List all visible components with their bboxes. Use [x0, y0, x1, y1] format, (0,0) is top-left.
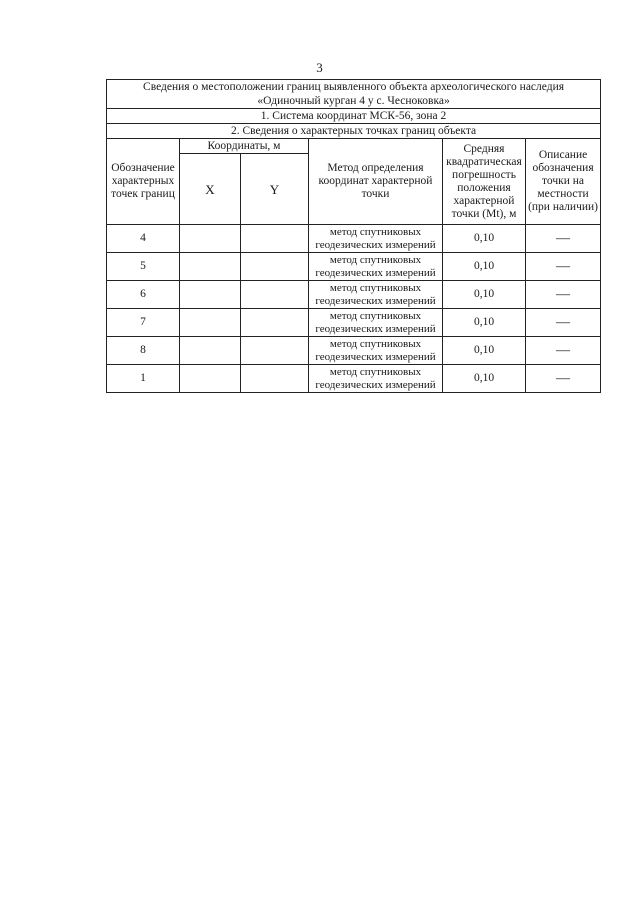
- header-method: Метод определения координат характерной точки: [309, 139, 443, 225]
- cell-error: 0,10: [443, 337, 526, 365]
- cell-description: —: [526, 365, 601, 393]
- cell-x: [180, 309, 241, 337]
- table-row: [107, 253, 601, 281]
- table-row: [107, 281, 601, 309]
- boundary-points-table: [106, 79, 601, 393]
- table-row: [107, 365, 601, 393]
- page-number: 3: [316, 60, 323, 75]
- cell-error: 0,10: [443, 253, 526, 281]
- cell-point: 7: [107, 309, 180, 337]
- cell-point: 5: [107, 253, 180, 281]
- cell-method: метод спутниковых геодезических измерений: [309, 281, 443, 309]
- cell-x: [180, 337, 241, 365]
- cell-method: метод спутниковых геодезических измерений: [309, 225, 443, 253]
- cell-x: [180, 281, 241, 309]
- cell-error: 0,10: [443, 309, 526, 337]
- table-title-line2: «Одиночный курган 4 у с. Чесноковка»: [257, 95, 450, 107]
- table-row: [107, 337, 601, 365]
- table-title-line1: Сведения о местоположении границ выявленного объекта археологического наследия: [143, 81, 565, 93]
- cell-point: 6: [107, 281, 180, 309]
- cell-description: —: [526, 337, 601, 365]
- coordinate-system-row: [107, 109, 601, 124]
- cell-y: [241, 225, 309, 253]
- cell-error: 0,10: [443, 225, 526, 253]
- table-row: [107, 309, 601, 337]
- cell-y: [241, 309, 309, 337]
- points-section-row: [107, 124, 601, 139]
- cell-x: [180, 365, 241, 393]
- cell-error: 0,10: [443, 365, 526, 393]
- header-y: Y: [241, 154, 309, 225]
- header-row-1: [107, 139, 601, 154]
- cell-error: 0,10: [443, 281, 526, 309]
- cell-y: [241, 337, 309, 365]
- cell-method: метод спутниковых геодезических измерений: [309, 309, 443, 337]
- cell-description: —: [526, 225, 601, 253]
- cell-y: [241, 253, 309, 281]
- cell-description: —: [526, 309, 601, 337]
- header-error: Средняя квадратическая погрешность положения характерной точки (Mt), м: [443, 139, 526, 225]
- table-title-row: [107, 80, 601, 109]
- cell-point: 1: [107, 365, 180, 393]
- cell-method: метод спутниковых геодезических измерений: [309, 365, 443, 393]
- cell-method: метод спутниковых геодезических измерений: [309, 253, 443, 281]
- header-description: Описание обозначения точки на местности (при наличии): [526, 139, 601, 225]
- cell-method: метод спутниковых геодезических измерений: [309, 337, 443, 365]
- cell-point: 8: [107, 337, 180, 365]
- points-section-heading: 2. Сведения о характерных точках границ объекта: [107, 124, 601, 139]
- cell-x: [180, 253, 241, 281]
- cell-point: 4: [107, 225, 180, 253]
- table-row: [107, 225, 601, 253]
- cell-y: [241, 365, 309, 393]
- cell-y: [241, 281, 309, 309]
- table-title: [107, 80, 601, 109]
- header-x: X: [180, 154, 241, 225]
- header-point: Обозначение характерных точек границ: [107, 139, 180, 225]
- header-coords: Координаты, м: [180, 139, 309, 154]
- coordinate-system: 1. Система координат МСК-56, зона 2: [107, 109, 601, 124]
- cell-x: [180, 225, 241, 253]
- cell-description: —: [526, 281, 601, 309]
- cell-description: —: [526, 253, 601, 281]
